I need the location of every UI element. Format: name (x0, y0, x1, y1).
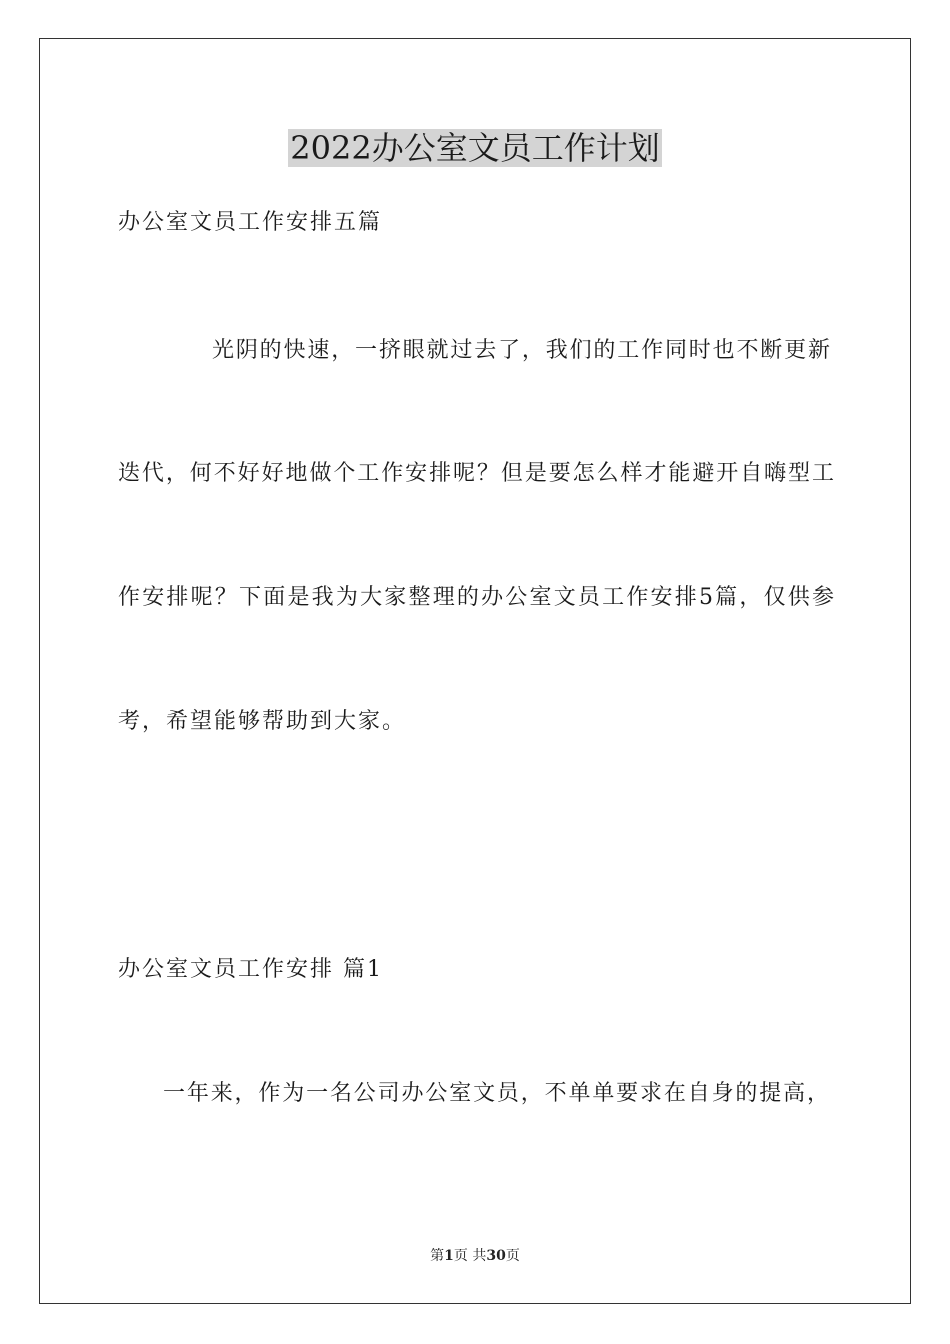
page-footer (0, 1246, 950, 1266)
footer-prefix: 第 (430, 1248, 445, 1264)
document-title-text: 2022办公室文员工作计划 (290, 129, 660, 167)
intro-line-4: 考，希望能够帮助到大家。 (118, 709, 407, 734)
footer-total-pages: 30 (486, 1248, 506, 1264)
footer-current-page: 1 (444, 1248, 454, 1264)
intro-line-3: 作安排呢？下面是我为大家整理的办公室文员工作安排5篇，仅供参 (118, 585, 834, 610)
footer-suffix: 页 (505, 1248, 520, 1264)
document-subtitle: 办公室文员工作安排五篇 (118, 210, 383, 235)
footer-mid: 页 共 (453, 1248, 487, 1264)
intro-line-1: 光阴的快速，一挤眼就过去了，我们的工作同时也不断更新 (212, 338, 830, 363)
intro-line-2: 迭代，何不好好地做个工作安排呢？但是要怎么样才能避开自嗨型工 (118, 461, 834, 486)
section-line-1: 一年来，作为一名公司办公室文员，不单单要求在自身的提高， (163, 1081, 829, 1106)
document-title (0, 126, 950, 170)
section-heading: 办公室文员工作安排 篇1 (118, 957, 383, 982)
